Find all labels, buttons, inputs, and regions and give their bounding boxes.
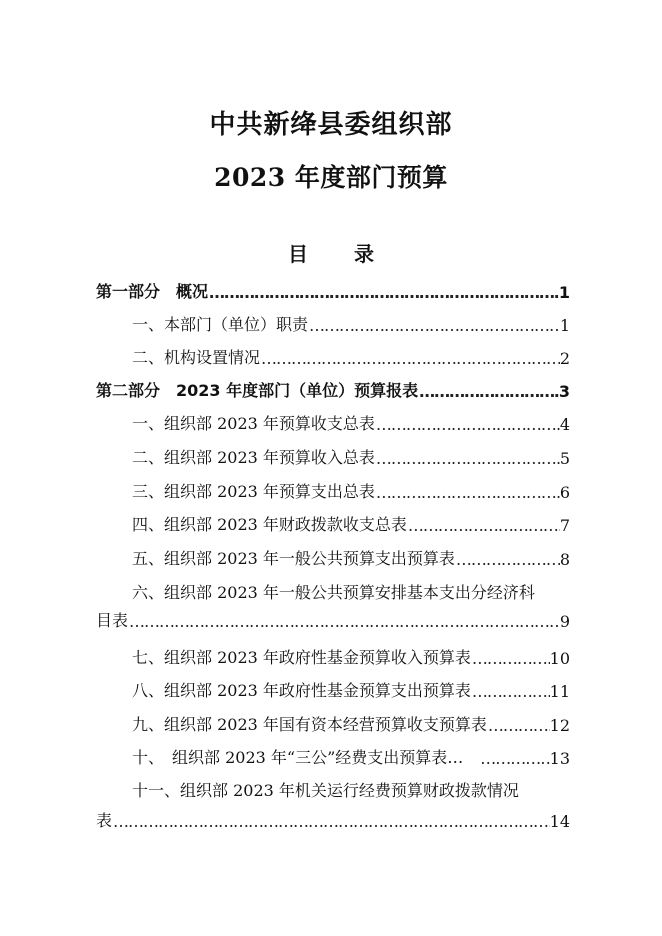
toc-entry-continuation[interactable] bbox=[96, 805, 570, 831]
leader-dots bbox=[208, 283, 559, 302]
toc-entry-part2[interactable] bbox=[96, 375, 570, 401]
leader-dots bbox=[112, 812, 550, 831]
leader-dots bbox=[471, 649, 550, 668]
toc-entry-continuation[interactable] bbox=[96, 605, 570, 631]
toc-entry-label: 一、组织部 2023 年预算收支总表 bbox=[132, 414, 375, 433]
toc-entry[interactable] bbox=[132, 709, 570, 735]
toc-entry-label-cont: 目表 bbox=[96, 611, 129, 630]
toc-page-number: 3 bbox=[558, 382, 570, 401]
toc-entry-label[interactable]: 十一、组织部 2023 年机关运行经费预算财政拨款情况 bbox=[132, 781, 519, 800]
toc-page-number: 6 bbox=[559, 483, 570, 502]
toc-page-number: 9 bbox=[559, 612, 570, 631]
document-title: 中共新绛县委组织部 bbox=[209, 110, 453, 140]
toc-entry-label: 二、组织部 2023 年预算收入总表 bbox=[132, 448, 375, 467]
toc-page-number: 2 bbox=[559, 349, 570, 368]
toc-page-number: 1 bbox=[559, 316, 570, 335]
toc-entry-label: 四、组织部 2023 年财政拨款收支总表 bbox=[132, 515, 407, 534]
toc-page-number: 5 bbox=[559, 449, 570, 468]
leader-dots bbox=[407, 516, 560, 535]
leader-dots bbox=[418, 382, 559, 401]
toc-page-number: 1 bbox=[558, 283, 570, 302]
toc-entry-label[interactable]: 六、组织部 2023 年一般公共预算安排基本支出分经济科 bbox=[132, 583, 535, 602]
toc-entry[interactable] bbox=[132, 309, 570, 335]
toc-page-number: 11 bbox=[549, 682, 570, 701]
toc-entry[interactable] bbox=[132, 442, 570, 468]
leader-dots bbox=[375, 483, 560, 502]
toc-entry[interactable] bbox=[132, 408, 570, 434]
leader-dots bbox=[308, 316, 560, 335]
toc-entry[interactable] bbox=[132, 509, 570, 535]
toc-entry-label: 九、组织部 2023 年国有资本经营预算收支预算表 bbox=[132, 715, 487, 734]
toc-entry[interactable] bbox=[132, 476, 570, 502]
toc-entry-label: 一、本部门（单位）职责 bbox=[132, 315, 309, 334]
toc-entry-label: 二、机构设置情况 bbox=[132, 348, 261, 367]
toc-entry-label: 十、 组织部 2023 年“三公”经费支出预算表… bbox=[132, 748, 480, 767]
toc-entry[interactable] bbox=[132, 742, 570, 768]
toc-page-number: 12 bbox=[549, 716, 570, 735]
toc-page-number: 7 bbox=[559, 516, 570, 535]
toc-page-number: 10 bbox=[549, 649, 570, 668]
toc-entry-label: 五、组织部 2023 年一般公共预算支出预算表 bbox=[132, 549, 455, 568]
leader-dots bbox=[455, 550, 560, 569]
toc-entry-label: 三、组织部 2023 年预算支出总表 bbox=[132, 482, 375, 501]
toc-entry[interactable] bbox=[132, 642, 570, 668]
toc-heading-char-1: 目 bbox=[288, 242, 308, 266]
toc-entry-label-cont: 表 bbox=[96, 811, 113, 830]
toc-entry[interactable] bbox=[132, 675, 570, 701]
leader-dots bbox=[375, 449, 560, 468]
toc-heading bbox=[0, 238, 662, 267]
document-subtitle: 2023 年度部门预算 bbox=[214, 163, 448, 192]
toc-entry-label: 七、组织部 2023 年政府性基金预算收入预算表 bbox=[132, 648, 471, 667]
toc-page-number: 14 bbox=[549, 812, 570, 831]
toc-entry-part1[interactable] bbox=[96, 276, 570, 302]
toc-entry-label: 八、组织部 2023 年政府性基金预算支出预算表 bbox=[132, 681, 471, 700]
toc-page-number: 4 bbox=[559, 415, 570, 434]
leader-dots bbox=[260, 349, 560, 368]
toc-entry-label: 第一部分 概况 bbox=[96, 282, 209, 301]
toc-page-number: 13 bbox=[549, 749, 570, 768]
toc-page-number: 8 bbox=[559, 550, 570, 569]
leader-dots bbox=[487, 716, 550, 735]
leader-dots bbox=[375, 415, 560, 434]
toc-heading-char-2: 录 bbox=[354, 242, 374, 266]
toc-entry-label: 第二部分 2023 年度部门（单位）预算报表 bbox=[96, 381, 419, 400]
leader-dots bbox=[128, 612, 560, 631]
leader-dots bbox=[471, 682, 550, 701]
toc-entry[interactable] bbox=[132, 342, 570, 368]
toc-entry[interactable] bbox=[132, 543, 570, 569]
leader-dots bbox=[479, 749, 549, 768]
